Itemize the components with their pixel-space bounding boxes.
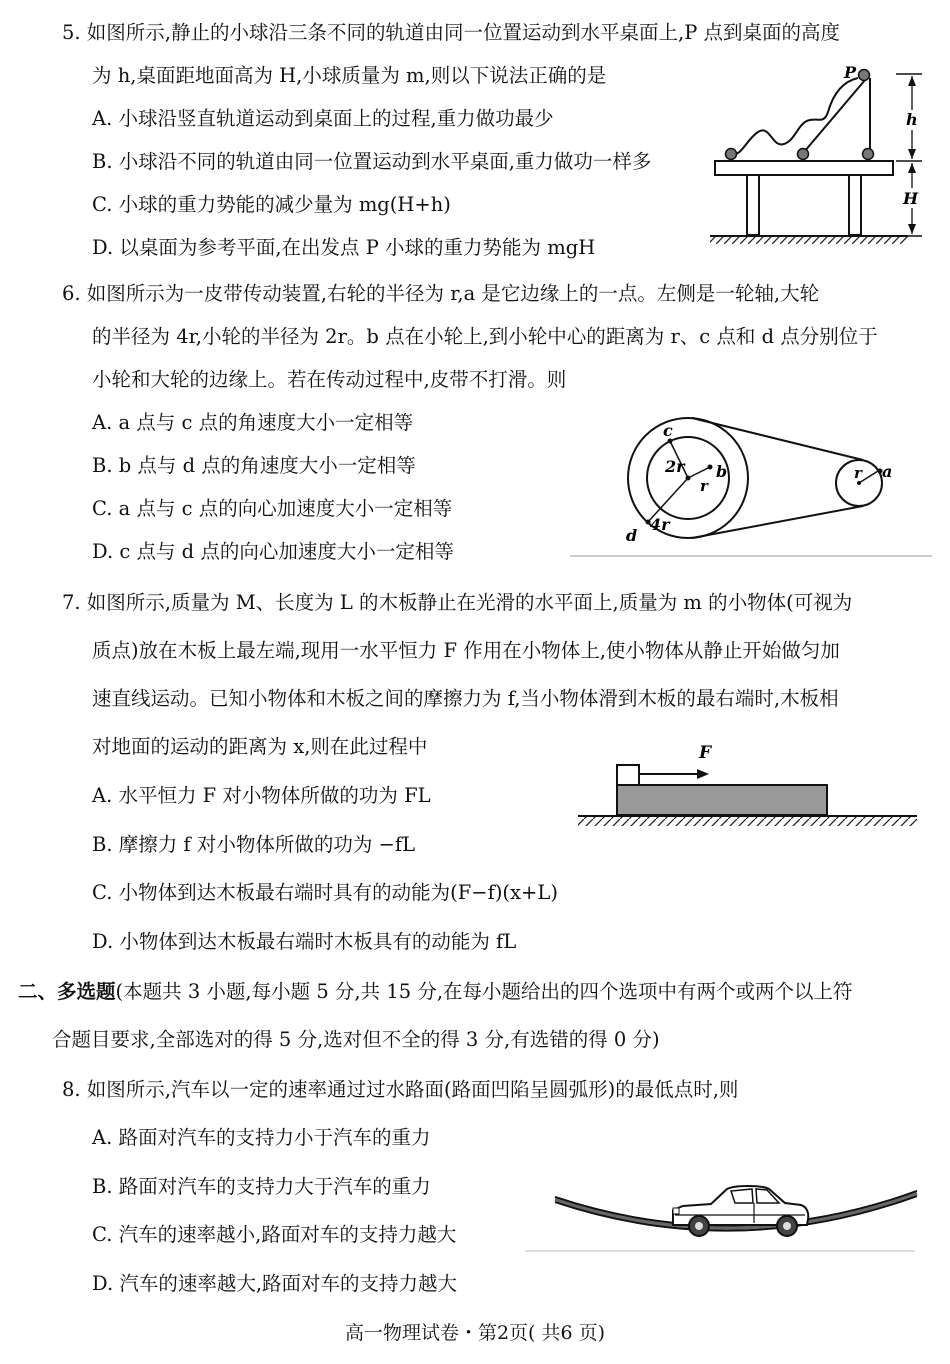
label-2r: 2r [665,457,685,476]
dim-bigh-arrow-up [908,163,916,173]
q8-option-c: C. 汽车的速率越小,路面对车的支持力越大 [92,1223,457,1246]
belt-top [692,418,863,460]
dim-h-arrow-down [908,149,916,159]
label-bigh: H [903,189,919,208]
q6-stem-line1: 6. 如图所示为一皮带传动装置,右轮的半径为 r,a 是它边缘上的一点。左侧是一轮轴,大轮 [62,282,820,305]
q7-stem-line4: 对地面的运动的距离为 x,则在此过程中 [92,735,428,758]
q8-option-d: D. 汽车的速率越大,路面对车的支持力越大 [92,1272,458,1295]
q6-option-d: D. c 点与 d 点的向心加速度大小一定相等 [92,540,454,563]
ball-left [726,149,737,160]
q5-option-d: D. 以桌面为参考平面,在出发点 P 小球的重力势能为 mgH [92,236,596,259]
q5-stem-line1: 5. 如图所示,静止的小球沿三条不同的轨道由同一位置运动到水平桌面上,P 点到桌面的高度 [62,21,841,44]
force-arrow-head [697,769,709,779]
q5-option-a: A. 小球沿竖直轨道运动到桌面上的过程,重力做功最少 [92,107,554,130]
q7-stem-line2: 质点)放在木板上最左端,现用一水平恒力 F 作用在小物体上,使小物体从静止开始做匀加 [92,639,840,662]
section2-desc-line1: (本题共 3 小题,每小题 5 分,共 15 分,在每小题给出的四个选项中有两个或两个以上符 [115,980,853,1003]
belt-bottom [692,506,863,538]
label-r-right: r [854,464,862,482]
q6-option-c: C. a 点与 c 点的向心加速度大小一定相等 [92,497,453,520]
label-h: h [906,110,918,129]
small-block [617,765,639,785]
table-top [715,161,893,175]
q8-option-a: A. 路面对汽车的支持力小于汽车的重力 [92,1126,431,1149]
section2-heading: 二、多选题 [18,980,116,1003]
ground-hatch [710,237,908,244]
q6-stem-line3: 小轮和大轮的边缘上。若在传动过程中,皮带不打滑。则 [92,368,567,391]
q6-option-b: B. b 点与 d 点的角速度大小一定相等 [92,454,416,477]
label-r-center: r [700,477,708,495]
q5-stem-line2: 为 h,桌面距地面高为 H,小球质量为 m,则以下说法正确的是 [92,64,607,87]
q7-stem-line3: 速直线运动。已知小物体和木板之间的摩擦力为 f,当小物体滑到木板的最右端时,木板相 [92,687,839,710]
page-footer: 高一物理试卷・第2页( 共6 页) [344,1322,606,1344]
q6-belt-figure [570,405,935,557]
ball-right [863,149,874,160]
ball-p [859,70,870,81]
dim-h-arrow-up [908,76,916,86]
q5-option-b: B. 小球沿不同的轨道由同一位置运动到水平桌面,重力做功一样多 [92,150,652,173]
center-point [686,476,691,481]
q7-option-d: D. 小物体到达木板最右端时木板具有的动能为 fL [92,930,517,953]
floor-hatch [578,817,917,826]
table-leg-left [747,175,759,235]
label-f: F [699,743,712,763]
wooden-board [617,785,827,815]
label-a: a [882,462,893,481]
q6-stem-line2: 的半径为 4r,小轮的半径为 2r。b 点在小轮上,到小轮中心的距离为 r、c 点和 d 点分别位于 [92,325,878,348]
label-4r: 4r [650,515,670,534]
label-d: d [626,526,638,545]
q7-board-figure [575,738,920,838]
curved-track [732,78,858,154]
q8-option-b: B. 路面对汽车的支持力大于汽车的重力 [92,1175,431,1198]
point-b [708,465,713,470]
q5-track-figure [700,60,940,250]
section2-heading-line [18,979,853,1005]
q8-car-figure [525,1175,925,1255]
label-c: c [663,421,673,440]
dim-bigh-arrow-down [908,224,916,234]
label-b: b [716,462,728,481]
straight-track [804,80,865,152]
q6-option-a: A. a 点与 c 点的角速度大小一定相等 [92,411,414,434]
ball-middle [798,149,809,160]
q8-stem-line1: 8. 如图所示,汽车以一定的速率通过过水路面(路面凹陷呈圆弧形)的最低点时,则 [62,1078,739,1101]
q5-option-c: C. 小球的重力势能的减少量为 mg(H+h) [92,193,451,216]
q7-option-b: B. 摩擦力 f 对小物体所做的功为 −fL [92,833,416,856]
section2-desc-line2: 合题目要求,全部选对的得 5 分,选对但不全的得 3 分,有选错的得 0 分) [52,1028,660,1051]
q7-option-c: C. 小物体到达木板最右端时具有的动能为(F−f)(x+L) [92,881,558,904]
label-p: P [844,63,857,82]
q7-stem-line1: 7. 如图所示,质量为 M、长度为 L 的木板静止在光滑的水平面上,质量为 m 的小物体(可视为 [62,591,853,614]
q7-option-a: A. 水平恒力 F 对小物体所做的功为 FL [92,784,431,807]
table-leg-right [849,175,861,235]
